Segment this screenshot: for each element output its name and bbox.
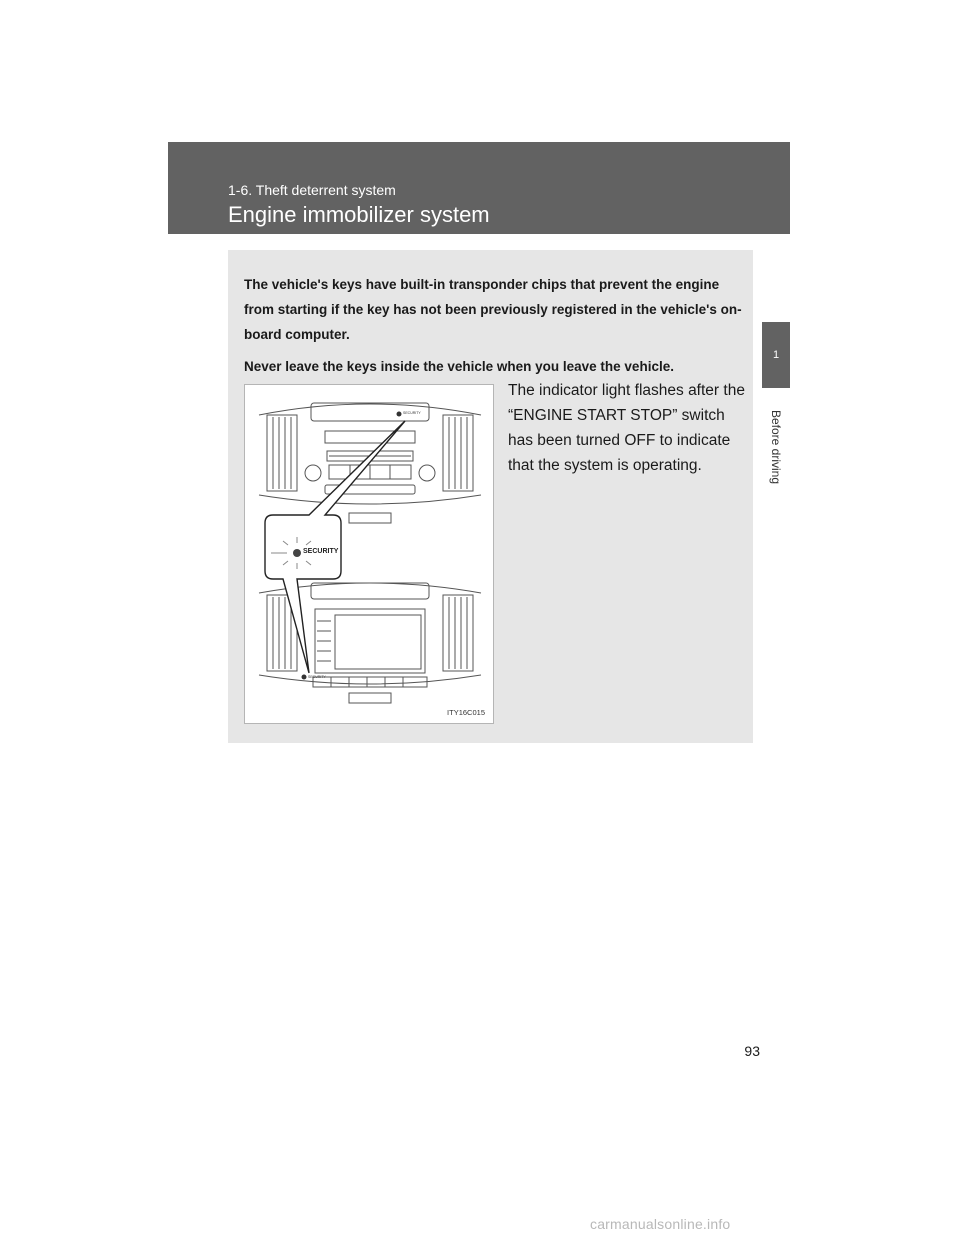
intro-paragraph-2: Never leave the keys inside the vehicle when you leave the vehicle. xyxy=(244,359,674,374)
bottom-security-label: SECURITY xyxy=(308,675,326,679)
page-number: 93 xyxy=(744,1043,760,1059)
page-title: Engine immobilizer system xyxy=(228,202,490,227)
chapter-tab: 1 xyxy=(762,322,790,388)
callout-security-label: SECURITY xyxy=(303,548,339,555)
watermark: carmanualsonline.info xyxy=(590,1216,731,1232)
dashboard-illustration xyxy=(244,384,494,724)
chapter-label xyxy=(762,392,790,502)
intro-text xyxy=(244,272,744,386)
top-security-label: SECURITY xyxy=(403,411,421,415)
content-box xyxy=(228,250,753,743)
dashboard-drawing xyxy=(245,385,495,725)
figure-code: ITY16C015 xyxy=(447,708,485,717)
page-header xyxy=(168,142,790,234)
intro-paragraph-1: The vehicle's keys have built-in transponder chips that prevent the engine from starting if the key has not been previously registered in the vehicle's on-board computer. xyxy=(244,277,742,342)
section-label: 1-6. Theft deterrent system xyxy=(228,182,396,198)
chapter-title: Before driving xyxy=(769,409,784,485)
indicator-description: The indicator light flashes after the “ENGINE START STOP” switch has been turned OFF to indicate that the system is operating. xyxy=(508,382,745,474)
